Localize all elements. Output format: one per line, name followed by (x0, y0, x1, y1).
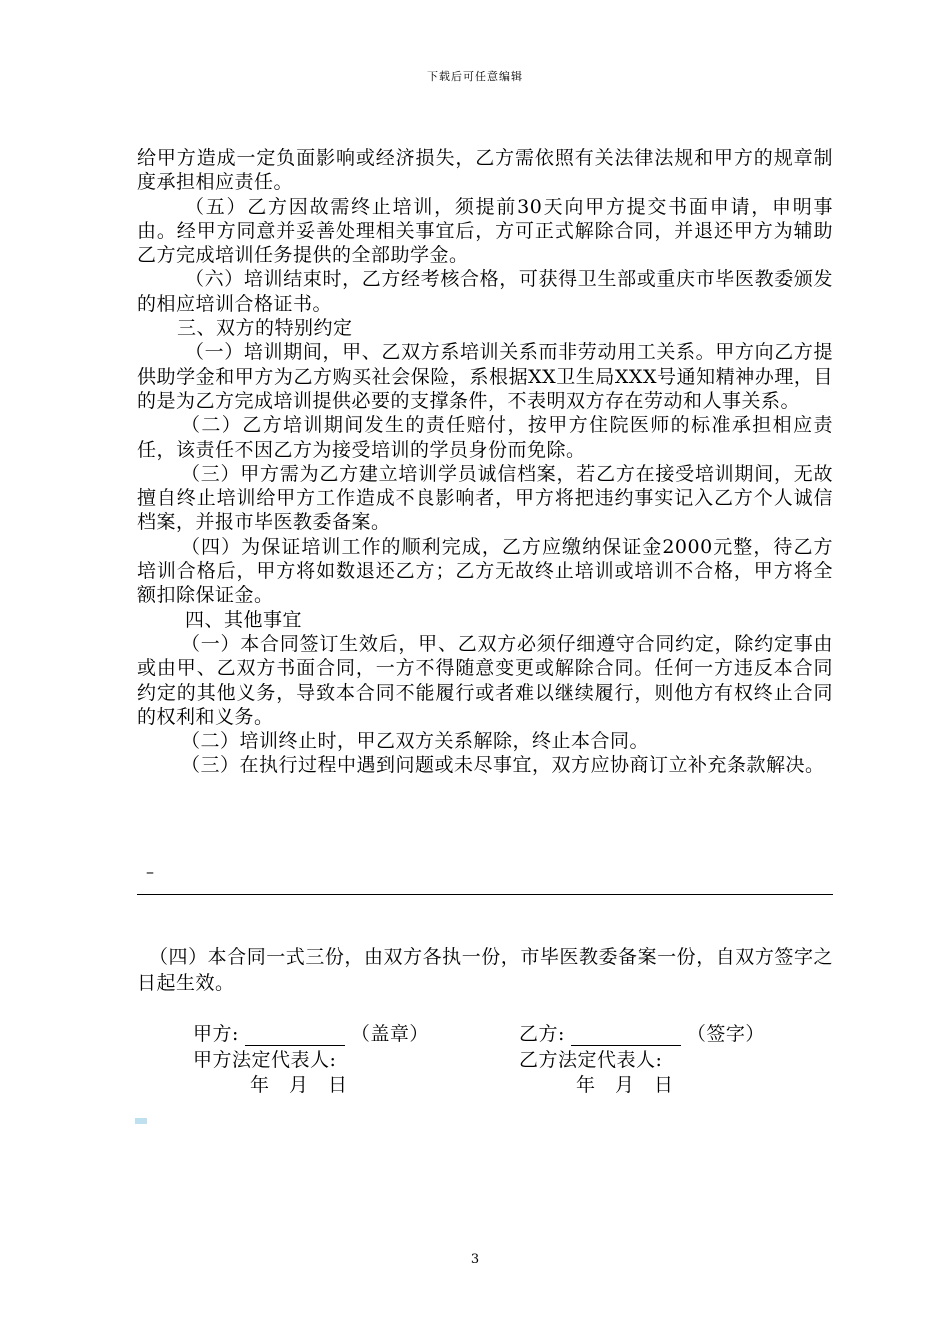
party-b-label: 乙方: (519, 1023, 565, 1045)
party-b-signature-line[interactable] (571, 1027, 681, 1046)
paragraph-clause-5: （五）乙方因故需终止培训，须提前30天向甲方提交书面申请，申明事由。经甲方同意并妥善处理相关事宜后，方可正式解除合同，并退还甲方为辅助乙方完成培训任务提供的全部助学金。 (137, 195, 833, 267)
section-heading-4: 四、其他事宜 (185, 608, 303, 631)
paragraph-special-1: （一）培训期间，甲、乙双方系培训关系而非劳动用工关系。甲方向乙方提供助学金和甲方为乙方购买社会保险，系根据XX卫生局XXX号通知精神办理，目的是为乙方完成培训提供必要的支撑条件，不表明双方存在劳动和人事关系。 (137, 341, 833, 412)
paragraph-clause-6: （六）培训结束时，乙方经考核合格，可获得卫生部或重庆市毕医教委颁发的相应培训合格证书。 (137, 268, 833, 315)
header-note: 下载后可任意编辑 (427, 70, 523, 83)
party-a-date: 年 月 日 (250, 1074, 348, 1096)
horizontal-rule (137, 894, 833, 895)
paragraph-copies: （四）本合同一式三份，由双方各执一份，市毕医教委备案一份，自双方签字之日起生效。 (137, 946, 833, 994)
paragraph-other-1: （一）本合同签订生效后，甲、乙双方必须仔细遵守合同约定，除约定事由或由甲、乙双方书面合同，一方不得随意变更或解除合同。任何一方违反本合同约定的其他义务，导致本合同不能履行或者难以继续履行，则他方有权终止合同的权利和义务。 (137, 632, 833, 728)
party-b-date: 年 月 日 (576, 1074, 674, 1096)
paragraph-other-2: （二）培训终止时，甲乙双方关系解除，终止本合同。 (181, 730, 650, 753)
final-clause (137, 944, 833, 996)
paragraph-special-4: （四）为保证培训工作的顺利完成，乙方应缴纳保证金2000元整，待乙方培训合格后，甲方将如数退还乙方；乙方无故终止培训或培训不合格，甲方将全额扣除保证金。 (137, 535, 833, 607)
highlight-marker (135, 1118, 147, 1124)
party-a-signature-line[interactable] (245, 1027, 345, 1046)
page-number: 3 (470, 1252, 480, 1267)
party-b-sign-note: （签字） (686, 1023, 765, 1045)
paragraph-continuation: 给甲方造成一定负面影响或经济损失，乙方需依照有关法律法规和甲方的规章制度承担相应责任。 (137, 147, 833, 194)
contract-body (137, 146, 833, 778)
party-a-seal-note: （盖章） (350, 1023, 429, 1045)
party-a-representative: 甲方法定代表人: (193, 1049, 337, 1071)
paragraph-other-3: （三）在执行过程中遇到问题或未尽事宜，双方应协商订立补充条款解决。 (181, 754, 825, 777)
paragraph-special-3: （三）甲方需为乙方建立培训学员诚信档案，若乙方在接受培训期间，无故擅自终止培训给甲方工作造成不良影响者，甲方将把违约事实记入乙方个人诚信档案，并报市毕医教委备案。 (137, 462, 833, 534)
section-heading-3: 三、双方的特别约定 (177, 317, 353, 340)
party-a-label: 甲方: (193, 1023, 239, 1045)
paragraph-special-2: （二）乙方培训期间发生的责任赔付，按甲方住院医师的标准承担相应责任，该责任不因乙方为接受培训的学员身份而免除。 (137, 414, 833, 461)
party-b-signature (519, 1019, 765, 1046)
party-a-signature (193, 1019, 429, 1046)
party-b-representative: 乙方法定代表人: (519, 1049, 663, 1071)
dash-mark: – (146, 862, 154, 881)
